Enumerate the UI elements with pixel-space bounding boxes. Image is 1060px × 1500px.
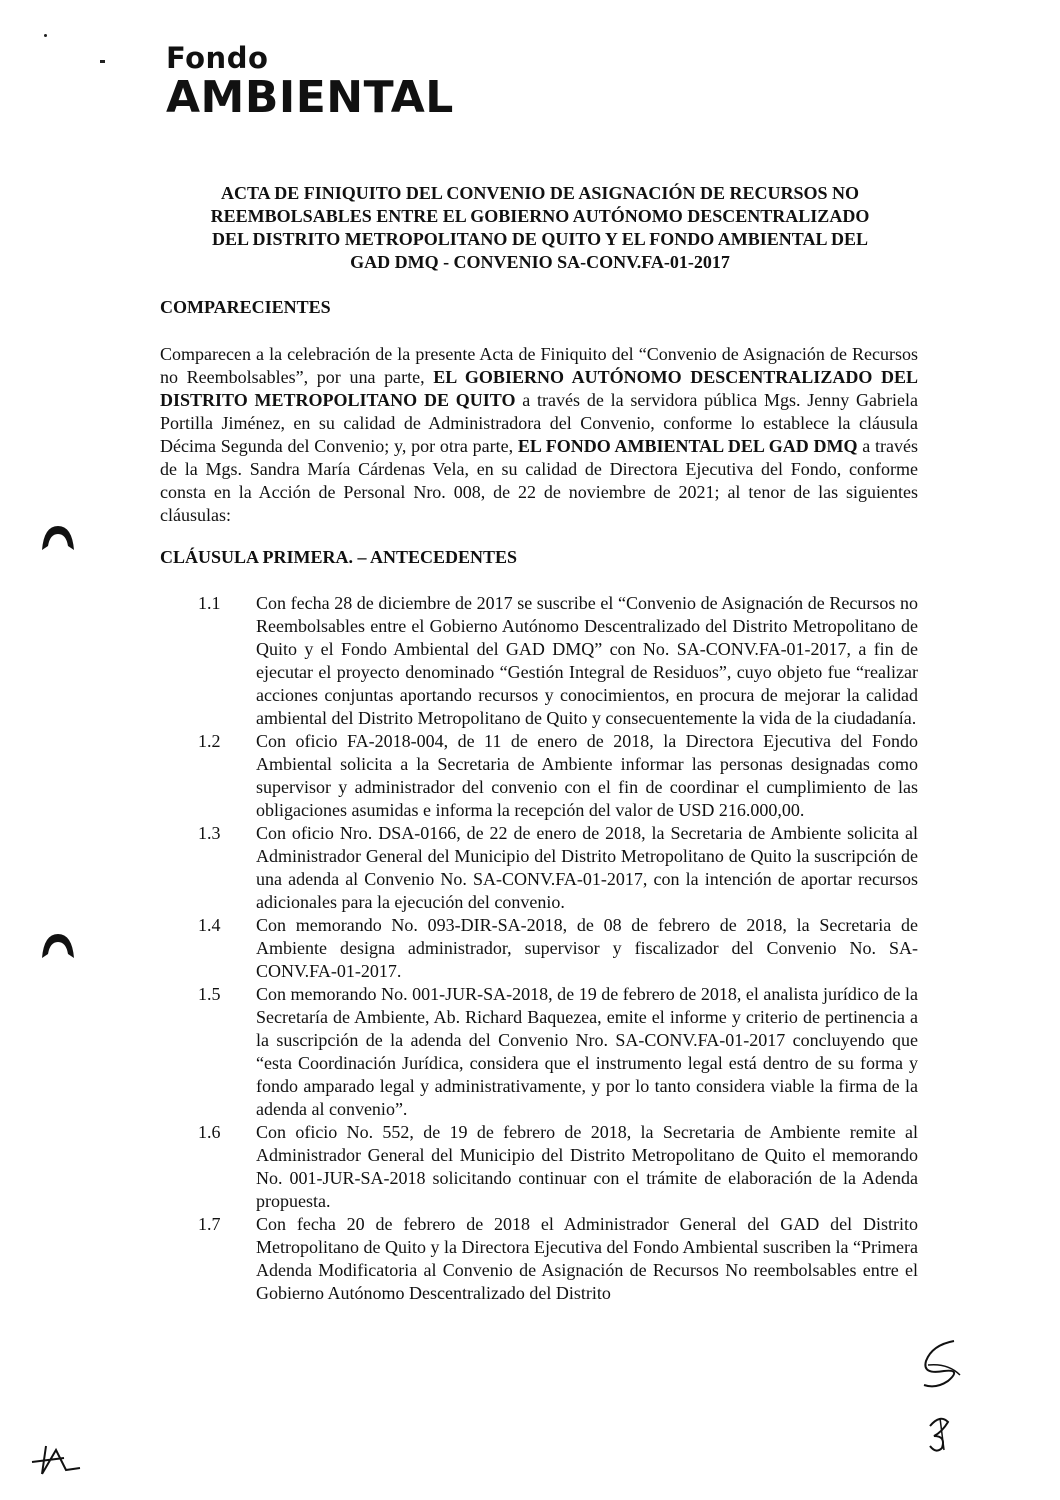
item-number: 1.5 xyxy=(198,984,221,1004)
list-item xyxy=(160,983,918,1121)
item-number: 1.6 xyxy=(198,1122,221,1142)
item-number: 1.1 xyxy=(198,593,221,613)
item-number: 1.7 xyxy=(198,1214,221,1234)
list-item xyxy=(160,914,918,983)
paragraph-text: a través de la Mgs. Sandra María Cárdenas Vela, en su calidad de Directora Ejecutiva del Fondo, conforme consta en la Acción de Personal Nro. 008, de 22 de noviembre de 2021; al tenor de las siguientes cláusulas: xyxy=(160,436,918,525)
item-number: 1.4 xyxy=(198,915,221,935)
handwritten-number-mark xyxy=(922,1410,962,1455)
item-text: Con fecha 20 de febrero de 2018 el Administrador General del GAD del Distrito Metropolitano de Quito y la Directora Ejecutiva del Fondo Ambiental suscriben la “Primera Adenda Modificatoria al Convenio de Asignación de Recursos No reembolsables entre el Gobierno Autónomo Descentralizado del Distrito xyxy=(256,1214,918,1303)
punch-hole-mark xyxy=(38,522,78,552)
item-text: Con memorando No. 093-DIR-SA-2018, de 08 de febrero de 2018, la Secretaria de Ambiente designa administrador, supervisor y fiscalizador del Convenio No. SA-CONV.FA-01-2017. xyxy=(256,915,918,981)
item-text: Con oficio FA-2018-004, de 11 de enero de 2018, la Directora Ejecutiva del Fondo Ambiental solicita a la Secretaria de Ambiente informar las personas designadas como supervisor y administrador del convenio con el fin de coordinar el cumplimiento de las obligaciones asumidas e informa la recepción del valor de USD 216.000,00. xyxy=(256,731,918,820)
item-text: Con oficio Nro. DSA-0166, de 22 de enero de 2018, la Secretaria de Ambiente solicita al Administrador General del Municipio del Distrito Metropolitano de Quito la suscripción de una adenda al Convenio No. SA-CONV.FA-01-2017, con la intención de aportar recursos adicionales para la ejecución del convenio. xyxy=(256,823,918,912)
scan-dot-mark xyxy=(44,34,47,37)
scan-dash-mark xyxy=(100,60,105,63)
title-line: DEL DISTRITO METROPOLITANO DE QUITO Y EL FONDO AMBIENTAL DEL xyxy=(212,229,868,249)
handwritten-corner-mark xyxy=(26,1440,86,1480)
paragraph-text: a través de la servidora pública Mgs. Jenny Gabriela Portilla Jiménez, en su calidad de Administradora del Convenio, conforme lo establece la cláusula Décima Segunda del Convenio; y, por otra parte, xyxy=(160,390,918,456)
list-item xyxy=(160,592,918,730)
item-text: Con oficio No. 552, de 19 de febrero de 2018, la Secretaria de Ambiente remite al Administrador General del Municipio del Distrito Metropolitano de Quito el memorando No. 001-JUR-SA-2018 solicitando continuar con el trámite de elaboración de la Adenda propuesta. xyxy=(256,1122,918,1211)
antecedentes-list xyxy=(160,592,918,1305)
clausula-primera-heading: CLÁUSULA PRIMERA. – ANTECEDENTES xyxy=(160,547,518,567)
logo-line-1: Fondo xyxy=(166,41,269,75)
party-name-gad: EL GOBIERNO AUTÓNOMO DESCENTRALIZADO DEL DISTRITO METROPOLITANO DE QUITO xyxy=(160,367,918,410)
comparecientes-paragraph xyxy=(160,343,918,527)
item-text: Con fecha 28 de diciembre de 2017 se suscribe el “Convenio de Asignación de Recursos no Reembolsables entre el Gobierno Autónomo Descentralizado del Distrito Metropolitano de Quito y el Fondo Ambiental del GAD DMQ” con No. SA-CONV.FA-01-2017, a fin de ejecutar el proyecto denominado “Gestión Integral de Residuos”, cuyo objeto fue “realizar acciones conjuntas aportando recursos y conocimientos, en procura de mejorar la calidad ambiental del Distrito Metropolitano de Quito y consecuentemente la vida de la ciudadanía. xyxy=(256,593,918,728)
logo-line-2: AMBIENTAL xyxy=(166,72,454,123)
item-number: 1.3 xyxy=(198,823,221,843)
item-text: Con memorando No. 001-JUR-SA-2018, de 19 de febrero de 2018, el analista jurídico de la Secretaría de Ambiente, Ab. Richard Baquezea, emite el informe y criterio de pertinencia a la suscripción de la adenda del Convenio Nro. SA-CONV.FA-01-2017 concluyendo que “esta Coordinación Jurídica, considera que el instrumento legal está dentro de su forma y fondo amparado legal y administrativamente, y por lo tanto considera viable la firma de la adenda al convenio”. xyxy=(256,984,918,1119)
paragraph-text: Comparecen a la celebración de la presente Acta de Finiquito del “Convenio de Asignación de Recursos no Reembolsables”, por una parte, xyxy=(160,344,918,387)
title-line: GAD DMQ - CONVENIO SA-CONV.FA-01-2017 xyxy=(350,252,730,272)
list-item xyxy=(160,1213,918,1305)
title-line: ACTA DE FINIQUITO DEL CONVENIO DE ASIGNACIÓN DE RECURSOS NO xyxy=(221,183,859,203)
comparecientes-heading: COMPARECIENTES xyxy=(160,297,331,317)
party-name-fondo: EL FONDO AMBIENTAL DEL GAD DMQ xyxy=(517,436,858,456)
list-item xyxy=(160,822,918,914)
item-number: 1.2 xyxy=(198,731,221,751)
handwritten-initial-mark xyxy=(918,1335,968,1395)
fondo-ambiental-logo xyxy=(166,42,454,122)
list-item xyxy=(160,730,918,822)
document-title xyxy=(150,182,930,274)
punch-hole-mark xyxy=(38,930,78,960)
list-item xyxy=(160,1121,918,1213)
title-line: REEMBOLSABLES ENTRE EL GOBIERNO AUTÓNOMO DESCENTRALIZADO xyxy=(210,206,870,226)
